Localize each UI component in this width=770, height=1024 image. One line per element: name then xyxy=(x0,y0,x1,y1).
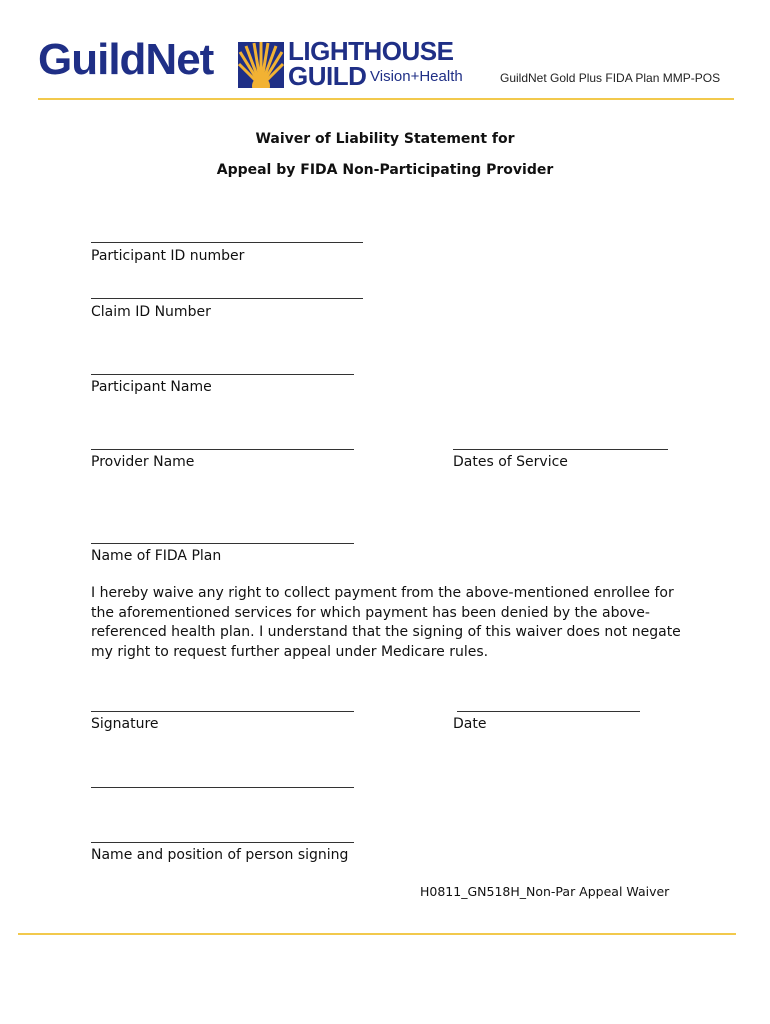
claim-id-label: Claim ID Number xyxy=(91,304,211,320)
signer-position-line[interactable] xyxy=(91,842,354,843)
signer-label: Name and position of person signing xyxy=(91,847,349,863)
fida-plan-line[interactable] xyxy=(91,543,354,544)
form-code: H0811_GN518H_Non-Par Appeal Waiver xyxy=(420,884,670,899)
dates-of-service-label: Dates of Service xyxy=(453,454,568,470)
plan-name: GuildNet Gold Plus FIDA Plan MMP-POS xyxy=(500,71,721,85)
participant-id-line[interactable] xyxy=(91,242,363,243)
claim-id-line[interactable] xyxy=(91,298,363,299)
signature-label: Signature xyxy=(91,716,159,732)
provider-name-label: Provider Name xyxy=(91,454,195,470)
lighthouse-logo-text: LIGHTHOUSE xyxy=(288,36,454,66)
document-title-line2: Appeal by FIDA Non-Participating Provider xyxy=(216,162,554,178)
sunburst-icon xyxy=(238,42,284,88)
participant-id-label: Participant ID number xyxy=(91,248,245,264)
footer-rule xyxy=(18,933,736,935)
guildnet-logo: GuildNet xyxy=(38,35,214,84)
document-title-line1: Waiver of Liability Statement for xyxy=(255,131,515,147)
fida-plan-label: Name of FIDA Plan xyxy=(91,548,222,564)
signer-name-line[interactable] xyxy=(91,787,354,788)
header-rule xyxy=(38,98,734,100)
vision-health-tagline: Vision+Health xyxy=(370,68,463,85)
dates-of-service-line[interactable] xyxy=(453,449,668,450)
participant-name-line[interactable] xyxy=(91,374,354,375)
signature-line[interactable] xyxy=(91,711,354,712)
guild-logo-text: GUILD xyxy=(288,61,367,91)
provider-name-line[interactable] xyxy=(91,449,354,450)
participant-name-label: Participant Name xyxy=(91,379,212,395)
waiver-statement: I hereby waive any right to collect payment from the above-mentioned enrollee for the aforementioned services for which payment has been denied by the above-referenced health plan. I understand that the signing of this waiver does not negate my right to request further appeal under Medicare rules. xyxy=(91,585,681,660)
date-line[interactable] xyxy=(457,711,640,712)
date-label: Date xyxy=(453,716,487,732)
